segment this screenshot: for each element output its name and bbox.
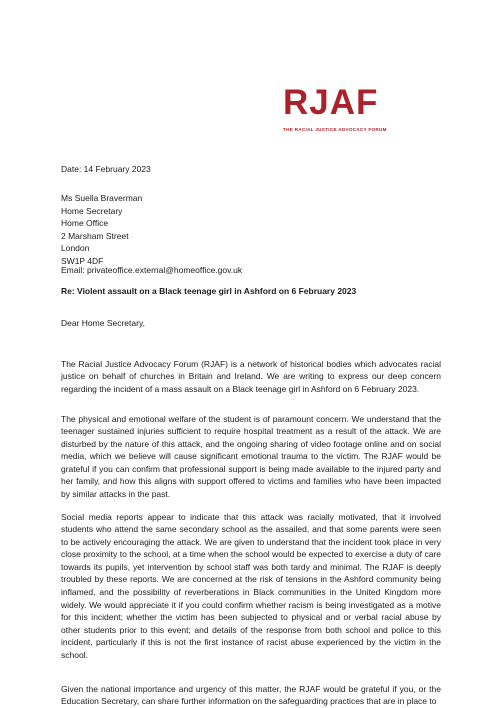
address-line: Ms Suella Braverman <box>61 193 143 203</box>
letter-date: Date: 14 February 2023 <box>61 164 151 174</box>
address-line: 2 Marsham Street <box>61 230 129 241</box>
recipient-address <box>61 192 441 268</box>
body-paragraph: The Racial Justice Advocacy Forum (RJAF) is a network of historical bodies which advocates racial justice on behalf of churches in Britain and Ireland. We are writing to express our deep concern regarding the incident of a mass assault on a Black teenage girl in Ashford on 6 February 2023. <box>61 358 441 394</box>
address-line: Home Office <box>61 218 109 229</box>
address-line: Home Secretary <box>61 205 123 216</box>
body-paragraph: Social media reports appear to indicate that this attack was racially motivated, that it involved students who attend the same secondary school as the assailed, and that some parents were seen to be actively encouraging the attack. We are given to understand that the incident took place in very close proximity to the school, at a time when the school would be expected to exercise a duty of care towards its pupils, yet intervention by school staff was both tardy and minimal. The RJAF is deeply troubled by these reports. We are concerned at the risk of tensions in the Ashford community being inflamed, and the possibility of reverberations in Black communities in the United Kingdom more widely. We would appreciate it if you could confirm whether racism is being investigated as a motive for this incident; whether the victim has been subjected to physical and or verbal racial abuse by other students prior to this event; and details of the response from both school and police to this incident, particularly if this is not the first instance of racist abuse experienced by the victim in the school. <box>61 511 441 661</box>
body-paragraph: The physical and emotional welfare of the student is of paramount concern. We understand that the teenager sustained injuries sufficient to require hospital treatment as a result of the attack. We are disturbed by the nature of this attack, and the ongoing sharing of video footage online and on social media, which we believe will cause significant emotional trauma to the victim. The RJAF would be grateful if you can confirm that professional support is being made available to the injured party and her family, and how this aligns with support offered to victims and families who have been impacted by similar attacks in the past. <box>61 413 441 500</box>
body-paragraph: Given the national importance and urgency of this matter, the RJAF would be grateful if you, or the Education Secretary, can share further information on the safeguarding practices that are in place to <box>61 683 441 707</box>
rjaf-logo <box>283 85 403 135</box>
address-line: SW1P 4DF <box>61 255 104 266</box>
salutation: Dear Home Secretary, <box>61 318 145 328</box>
logo-tagline: THE RACIAL JUSTICE ADVOCACY FORUM <box>283 127 387 132</box>
address-line: London <box>61 243 90 254</box>
recipient-email: Email: privateoffice.external@homeoffice.gov.uk <box>61 265 243 275</box>
letter-subject: Re: Violent assault on a Black teenage girl in Ashford on 6 February 2023 <box>61 286 357 296</box>
logo-wordmark: RJAF <box>283 83 379 122</box>
